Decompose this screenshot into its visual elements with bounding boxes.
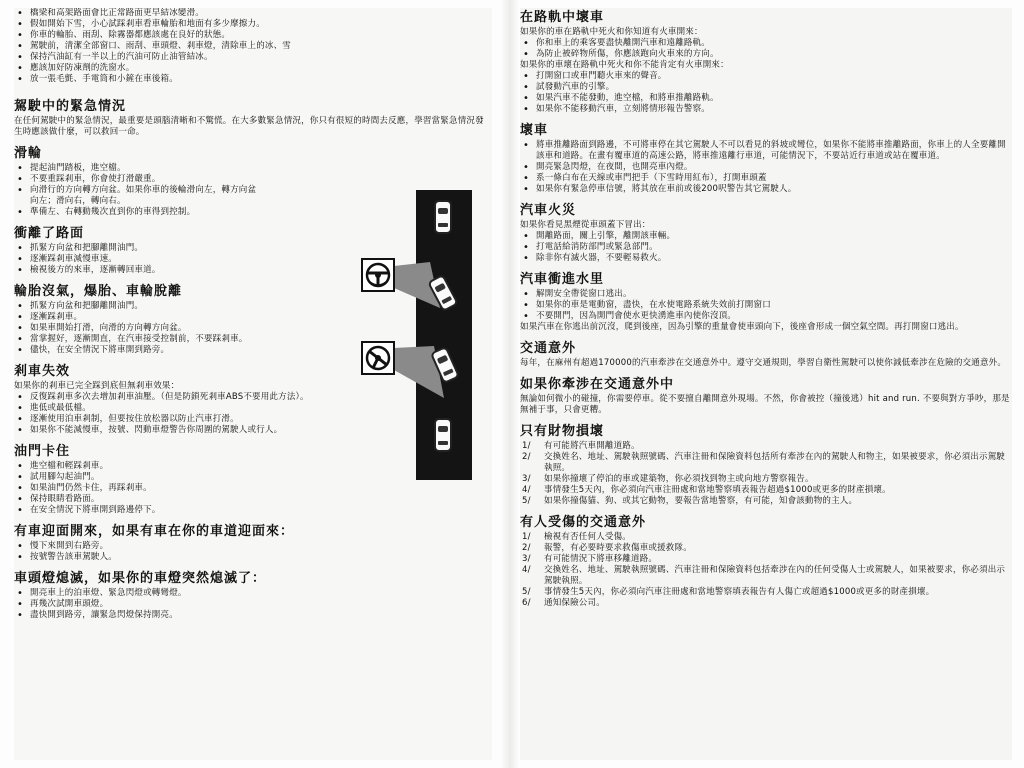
list-item: • 如果車開始打滑，向滑的方向轉方向盆。 xyxy=(14,323,344,334)
list-item: • 進空檔和輕踩剎車。 xyxy=(14,461,492,472)
page-fold xyxy=(500,0,520,768)
off-road-title: 衝離了路面 xyxy=(14,226,85,241)
list-item: • 逐漸踩剎車減慢車速。 xyxy=(14,254,334,265)
tire-list xyxy=(14,301,344,356)
list-item: • 慢下來開到右路旁。 xyxy=(14,541,492,552)
rail-text-1: 如果你的車在路軌中死火和你知道有火車開來： xyxy=(520,27,703,37)
skid-section xyxy=(14,146,264,218)
numbered-item xyxy=(520,543,1012,554)
right-page xyxy=(520,8,1012,760)
car-icon xyxy=(434,200,452,234)
skid-title: 滑輪 xyxy=(14,146,43,161)
item-number: 4/ xyxy=(522,485,531,495)
oncoming-title: 有車迎面開來，如果有車在你的車道迎面來： xyxy=(14,524,295,539)
list-item: • 如果你的車是電動窗，盡快，在水使電路系統失效前打開窗口 xyxy=(520,300,1012,311)
traffic-text: 每年，在麻州有超過170000的汽車牽涉在交通意外中。遵守交通規則，學習自衛性駕駛可以使你減低牽涉在危險的交通意外。 xyxy=(520,358,1007,368)
fire-title: 汽車火災 xyxy=(520,203,577,218)
item-number: 5/ xyxy=(522,496,531,506)
list-item: • 在安全情況下將車開到路邊停下。 xyxy=(14,505,492,516)
brake-title: 剎車失效 xyxy=(14,364,71,379)
list-item: • 試發動汽車的引擎。 xyxy=(520,82,1012,93)
list-item: • 再幾次試開車頭燈。 xyxy=(14,599,492,610)
rail-text-2: 如果你的車壞在路軌中死火和你不能肯定有火車開來： xyxy=(520,60,729,70)
property-title: 只有財物損壞 xyxy=(520,424,605,439)
list-item: • 抓緊方向盆和把腳離開油門。 xyxy=(14,243,334,254)
list-item: • 盡快開到路旁，讓緊急閃燈保持開亮。 xyxy=(14,610,492,621)
involved-text: 無論如何微小的碰撞，你需要停車。從不要擅自離開意外現場。不然，你會被控（撞後逃）hit and run. 不要與對方爭吵，那是無補于事，只會更糟。 xyxy=(520,394,1010,415)
rail-list-2 xyxy=(520,71,1012,115)
water-section xyxy=(520,272,1012,333)
list-item: • 逐漸使用泊車剎制，但要按住放松器以防止汽車打滑。 xyxy=(14,414,492,425)
property-section xyxy=(520,424,1012,507)
numbered-item xyxy=(520,496,1012,507)
list-item: • 不要重踩剎車，你會使打滑嚴重。 xyxy=(14,174,264,185)
car-icon xyxy=(434,418,452,452)
numbered-item xyxy=(520,441,1012,452)
skid-diagram-graphics xyxy=(360,190,478,480)
item-number: 1/ xyxy=(522,532,531,542)
numbered-item xyxy=(520,474,1012,485)
numbered-item xyxy=(520,452,1012,474)
list-item: • 抓緊方向盆和把腳離開油門。 xyxy=(14,301,344,312)
property-list xyxy=(520,441,1012,507)
fire-text: 如果你看見黑煙從車頭蓋下冒出： xyxy=(520,220,651,230)
item-text: 報警，有必要時要求救傷車或援救隊。 xyxy=(544,543,692,553)
tire-title: 輪胎沒氣，爆胎、車輪脫離 xyxy=(14,284,183,299)
list-item: • 保持眼睛看路面。 xyxy=(14,494,492,505)
fire-list xyxy=(520,231,1012,264)
list-item: • 檢視後方的來車，逐漸轉回車道。 xyxy=(14,265,334,276)
breakdown-title: 壞車 xyxy=(520,123,549,138)
off-road-list xyxy=(14,243,334,276)
numbered-item xyxy=(520,598,1012,609)
off-road-section xyxy=(14,226,334,276)
list-item: • 如果油門仍然卡住，再踩剎車。 xyxy=(14,483,492,494)
injury-section xyxy=(520,515,1012,609)
list-item: • 向滑行的方向轉方向盆。如果你車的後輪滑向左，轉方向盆向左；滑向右，轉向右。 xyxy=(14,185,264,207)
brake-text: 如果你的剎車已完全踩到底但無剎車效果： xyxy=(14,381,180,391)
numbered-item xyxy=(520,485,1012,496)
list-item: • 橋梁和高架路面會比正常路面更早結冰變滑。 xyxy=(14,8,492,19)
list-item: • 儘快，在安全情況下將車開到路旁。 xyxy=(14,345,344,356)
throttle-title: 油門卡住 xyxy=(14,444,71,459)
list-item: • 解開安全帶從窗口逃出。 xyxy=(520,289,1012,300)
item-text: 通知保險公司。 xyxy=(544,598,605,608)
rail-title: 在路軌中壞車 xyxy=(520,10,605,25)
item-number: 3/ xyxy=(522,554,531,564)
list-item: • 開亮緊急閃燈，在夜間，也開亮車內燈。 xyxy=(520,162,1012,173)
item-text: 事情發生5天內，你必須向汽車注冊處和當地警察填表報告有人傷亡或超過$1000或更多的財產損壞。 xyxy=(544,587,935,597)
numbered-item xyxy=(520,532,1012,543)
numbered-item xyxy=(520,554,1012,565)
numbered-item xyxy=(520,587,1012,598)
item-text: 如果你撞壞了停泊的車或建築物，你必須找到物主或向地方警察報告。 xyxy=(544,474,814,484)
list-item: • 應該加好防凍劑的洗窗水。 xyxy=(14,63,492,74)
list-item: • 打電話給消防部門或緊急部門。 xyxy=(520,242,1012,253)
list-item: • 反復踩剎車多次去增加剎車油壓。（但是防鎖死剎車ABS不要用此方法）。 xyxy=(14,392,492,403)
item-number: 2/ xyxy=(522,452,531,462)
item-number: 2/ xyxy=(522,543,531,553)
list-item: • 按號警告該車駕駛人。 xyxy=(14,552,492,563)
winter-tips-list xyxy=(14,8,492,85)
water-text: 如果汽車在你逃出前沉沒，爬到後座，因為引擎的重量會使車頭向下，後座會形成一個空氣空間。再打開窗口逃出。 xyxy=(520,322,964,332)
list-item: • 系一條白布在天線或車門把手（下雪時用紅布），打開車頭蓋 xyxy=(520,173,1012,184)
headlight-section xyxy=(14,571,492,621)
list-item: • 試用腳勾起油門。 xyxy=(14,472,492,483)
item-text: 如果你撞傷貓、狗、或其它動物，要報告當地警察，有可能，知會該動物的主人。 xyxy=(544,496,858,506)
emergency-section xyxy=(14,99,492,138)
headlight-list xyxy=(14,588,492,621)
list-item: • 逐漸踩剎車。 xyxy=(14,312,344,323)
emergency-title: 駕駛中的緊急情況 xyxy=(14,99,127,114)
list-item: • 你車的輪胎、雨刮、除霧器都應該處在良好的狀態。 xyxy=(14,30,492,41)
list-item: • 提起油門踏板，進空檔。 xyxy=(14,163,264,174)
list-item: • 駕駛前，清潔全部窗口、雨刮、車頭燈、剎車燈，清除車上的冰、雪 xyxy=(14,41,492,52)
list-item: • 如果你有緊急停車信號，將其放在車前或後200呎警告其它駕駛人。 xyxy=(520,184,1012,195)
list-item: • 打開窗口或車門聽火車來的聲音。 xyxy=(520,71,1012,82)
list-item: • 進低或最低檔。 xyxy=(14,403,492,414)
item-text: 事情發生5天內，你必須向汽車注冊處和當地警察填表報告超過$1000或更多的財產損壞。 xyxy=(544,485,891,495)
oncoming-list xyxy=(14,541,492,563)
tire-section xyxy=(14,284,344,356)
item-number: 4/ xyxy=(522,565,531,575)
injury-title: 有人受傷的交通意外 xyxy=(520,515,647,530)
item-number: 1/ xyxy=(522,441,531,451)
list-item: • 保持汽油缸有一半以上的汽油可防止油管結冰。 xyxy=(14,52,492,63)
list-item: • 準備左、右轉動幾次直到你的車得到控制。 xyxy=(14,207,264,218)
skid-diagram xyxy=(360,190,478,480)
list-item: • 開亮車上的泊車燈、緊急閃燈或轉彎燈。 xyxy=(14,588,492,599)
list-item: • 你和車上的乘客要盡快離開汽車和遠離路軌。 xyxy=(520,38,1012,49)
rail-list-1 xyxy=(520,38,1012,60)
item-text: 交換姓名、地址、駕駛執照號碼、汽車注冊和保險資料包括牽涉在內的任何受傷人士或駕駛人，如果被要求，你必須出示駕駛執照。 xyxy=(544,565,1006,586)
skid-list xyxy=(14,163,264,218)
item-text: 有可能將汽車開離道路。 xyxy=(544,441,640,451)
involved-section xyxy=(520,377,1012,416)
item-text: 有可能情況下將車移離道路。 xyxy=(544,554,658,564)
traffic-title: 交通意外 xyxy=(520,341,577,356)
list-item: • 假如開始下雪，小心試踩剎車看車輪胎和地面有多少摩擦力。 xyxy=(14,19,492,30)
headlight-title: 車頭燈熄滅，如果你的車燈突然熄滅了： xyxy=(14,571,267,586)
list-item: • 放一張毛氈、手電筒和小鏟在車後箱。 xyxy=(14,74,492,85)
item-text: 交換姓名、地址、駕駛執照號碼、汽車注冊和保險資料包括所有牽涉在內的駕駛人和物主，如果被要求，你必須出示駕駛執照。 xyxy=(544,452,1006,473)
numbered-item xyxy=(520,565,1012,587)
list-item: • 如果你不能減慢車，按號、閃動車燈警告你周圍的駕駛人或行人。 xyxy=(14,425,492,436)
list-item: • 開離路面，關上引擎，離開該車輛。 xyxy=(520,231,1012,242)
oncoming-section xyxy=(14,524,492,563)
list-item: • 如果汽車不能發動，進空檔，和將車推離路軌。 xyxy=(520,93,1012,104)
involved-title: 如果你牽涉在交通意外中 xyxy=(520,377,675,392)
rail-section xyxy=(520,10,1012,115)
item-number: 6/ xyxy=(522,598,531,608)
fire-section xyxy=(520,203,1012,264)
list-item: • 將車推離路面到路邊，不可將車停在其它駕駛人不可以看見的斜坡或彎位，如果你不能將車推離路面，你車上的人全要離開該車和道路。在畫有覆車道的高速公路，將車推遠離行車道，可能情況下，不要站近行車道或站在覆車道。 xyxy=(520,140,1012,162)
list-item: • 不要開門，因為開門會使水更快湧進車內使你沒頂。 xyxy=(520,311,1012,322)
breakdown-list xyxy=(520,140,1012,195)
breakdown-section xyxy=(520,123,1012,195)
traffic-section xyxy=(520,341,1012,369)
water-title: 汽車衝進水里 xyxy=(520,272,605,287)
list-item: • 除非你有滅火器，不要輕易救火。 xyxy=(520,253,1012,264)
water-list xyxy=(520,289,1012,322)
list-item: • 如果你不能移動汽車，立刻將情形報告警察。 xyxy=(520,104,1012,115)
emergency-text: 在任何駕駛中的緊急情況，最重要是頭腦清晰和不驚慌。在大多數緊急情況，你只有很短的時間去反應，學習當緊急情況發生時應該做什麼，可以救回一命。 xyxy=(14,116,484,137)
list-item: • 當掌握好，逐漸開直，在汽車接受控制前，不要踩剎車。 xyxy=(14,334,344,345)
left-page xyxy=(14,8,492,760)
list-item: • 為防止被碎物所傷，你應該跑向火車來的方向。 xyxy=(520,49,1012,60)
item-number: 5/ xyxy=(522,587,531,597)
item-text: 檢視有否任何人受傷。 xyxy=(544,532,632,542)
item-number: 3/ xyxy=(522,474,531,484)
injury-list xyxy=(520,532,1012,609)
